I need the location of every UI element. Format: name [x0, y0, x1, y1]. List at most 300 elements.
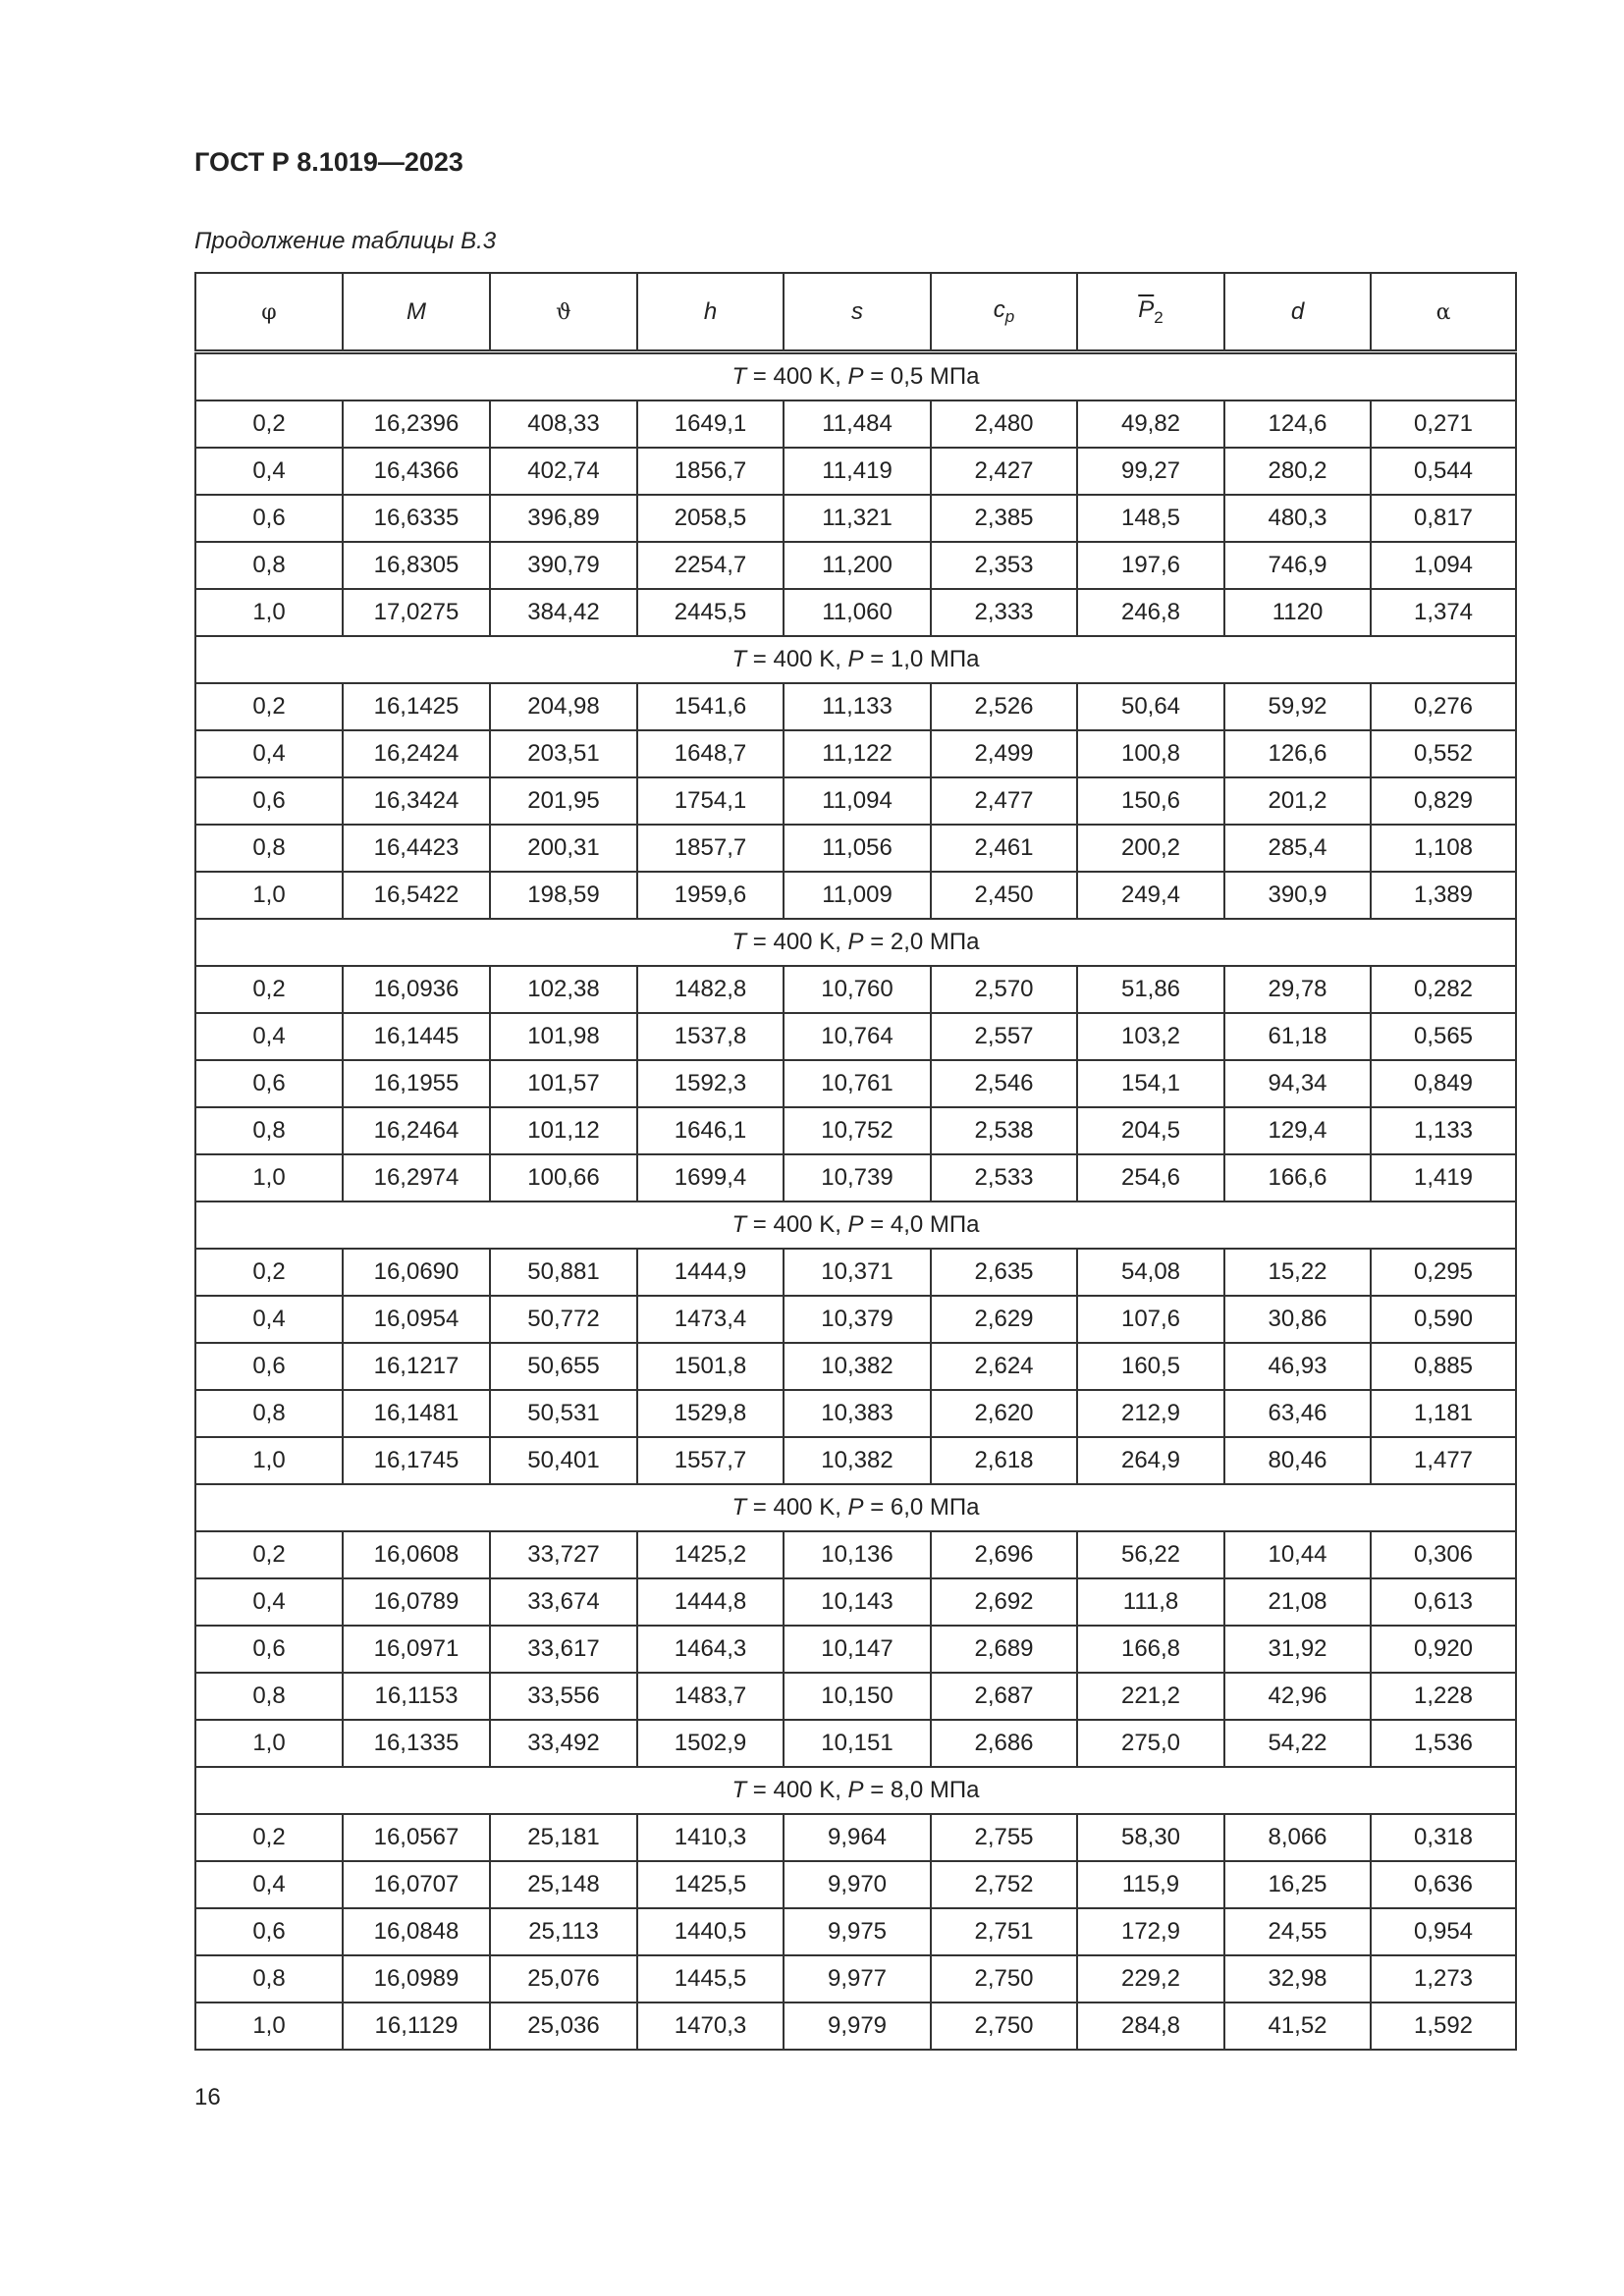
table-cell: 111,8 — [1077, 1578, 1224, 1626]
table-cell: 11,200 — [784, 542, 931, 589]
table-cell: 9,975 — [784, 1908, 931, 1955]
table-cell: 200,2 — [1077, 825, 1224, 872]
table-cell: 1646,1 — [637, 1107, 784, 1154]
table-cell: 11,056 — [784, 825, 931, 872]
table-cell: 9,970 — [784, 1861, 931, 1908]
table-cell: 0,318 — [1371, 1814, 1516, 1861]
table-cell: 148,5 — [1077, 495, 1224, 542]
table-cell: 8,066 — [1224, 1814, 1371, 1861]
table-cell: 1529,8 — [637, 1390, 784, 1437]
table-cell: 1501,8 — [637, 1343, 784, 1390]
table-cell: 0,954 — [1371, 1908, 1516, 1955]
data-table — [194, 272, 1517, 2051]
table-cell: 11,009 — [784, 872, 931, 919]
table-cell: 0,4 — [195, 730, 343, 777]
table-cell: 280,2 — [1224, 448, 1371, 495]
table-cell: 10,764 — [784, 1013, 931, 1060]
table-cell: 1502,9 — [637, 1720, 784, 1767]
table-cell: 1483,7 — [637, 1673, 784, 1720]
table-cell: 204,5 — [1077, 1107, 1224, 1154]
table-cell: 16,0848 — [343, 1908, 490, 1955]
table-row — [195, 777, 1516, 825]
group-header-row — [195, 636, 1516, 683]
table-cell: 10,383 — [784, 1390, 931, 1437]
table-cell: 0,8 — [195, 1955, 343, 2002]
table-cell: 1,108 — [1371, 825, 1516, 872]
table-cell: 1754,1 — [637, 777, 784, 825]
table-cell: 204,98 — [490, 683, 637, 730]
table-cell: 50,881 — [490, 1249, 637, 1296]
table-cell: 41,52 — [1224, 2002, 1371, 2050]
table-cell: 0,2 — [195, 966, 343, 1013]
group-label-t: T — [731, 646, 747, 672]
table-cell: 1470,3 — [637, 2002, 784, 2050]
table-cell: 0,4 — [195, 448, 343, 495]
table-cell: 94,34 — [1224, 1060, 1371, 1107]
group-label-p: P — [847, 1777, 864, 1803]
table-cell: 56,22 — [1077, 1531, 1224, 1578]
table-cell: 0,306 — [1371, 1531, 1516, 1578]
table-cell: 16,2396 — [343, 400, 490, 448]
table-cell: 54,08 — [1077, 1249, 1224, 1296]
table-cell: 50,655 — [490, 1343, 637, 1390]
group-label-eq1: = 400 K, — [746, 646, 848, 672]
table-cell: 2,620 — [931, 1390, 1077, 1437]
header-cp: $c_p$ — [931, 273, 1077, 352]
group-label-t: T — [731, 363, 747, 390]
group-label-eq2: = 2,0 МПа — [863, 929, 980, 955]
table-cell: 480,3 — [1224, 495, 1371, 542]
table-row — [195, 1013, 1516, 1060]
table-cell: 2,450 — [931, 872, 1077, 919]
table-cell: 396,89 — [490, 495, 637, 542]
table-cell: 51,86 — [1077, 966, 1224, 1013]
table-cell: 16,1217 — [343, 1343, 490, 1390]
table-cell: 1,0 — [195, 1154, 343, 1201]
group-label-eq1: = 400 K, — [746, 1494, 848, 1521]
table-cell: 1,477 — [1371, 1437, 1516, 1484]
table-cell: 16,1153 — [343, 1673, 490, 1720]
table-cell: 201,95 — [490, 777, 637, 825]
table-cell: 103,2 — [1077, 1013, 1224, 1060]
table-cell: 1959,6 — [637, 872, 784, 919]
table-cell: 0,849 — [1371, 1060, 1516, 1107]
table-cell: 124,6 — [1224, 400, 1371, 448]
group-label-p: P — [847, 646, 864, 672]
table-row — [195, 966, 1516, 1013]
table-cell: 0,885 — [1371, 1343, 1516, 1390]
table-cell: 33,492 — [490, 1720, 637, 1767]
table-cell: 0,2 — [195, 1249, 343, 1296]
table-cell: 0,4 — [195, 1578, 343, 1626]
table-cell: 16,0954 — [343, 1296, 490, 1343]
table-cell: 11,133 — [784, 683, 931, 730]
table-cell: 1648,7 — [637, 730, 784, 777]
table-cell: 1425,2 — [637, 1531, 784, 1578]
table-cell: 2,557 — [931, 1013, 1077, 1060]
table-cell: 17,0275 — [343, 589, 490, 636]
table-cell: 16,1445 — [343, 1013, 490, 1060]
group-label-t: T — [731, 1494, 747, 1521]
table-cell: 0,8 — [195, 1390, 343, 1437]
table-cell: 390,79 — [490, 542, 637, 589]
table-cell: 203,51 — [490, 730, 637, 777]
table-cell: 126,6 — [1224, 730, 1371, 777]
table-row — [195, 1437, 1516, 1484]
table-cell: 11,094 — [784, 777, 931, 825]
table-cell: 31,92 — [1224, 1626, 1371, 1673]
table-cell: 107,6 — [1077, 1296, 1224, 1343]
table-cell: 16,25 — [1224, 1861, 1371, 1908]
table-row — [195, 1861, 1516, 1908]
table-cell: 1,228 — [1371, 1673, 1516, 1720]
table-cell: 166,8 — [1077, 1626, 1224, 1673]
table-cell: 99,27 — [1077, 448, 1224, 495]
table-cell: 9,977 — [784, 1955, 931, 2002]
table-cell: 1444,8 — [637, 1578, 784, 1626]
header-theta: ϑ — [490, 273, 637, 352]
table-cell: 2058,5 — [637, 495, 784, 542]
table-row — [195, 2002, 1516, 2050]
table-cell: 16,1955 — [343, 1060, 490, 1107]
table-cell: 1,389 — [1371, 872, 1516, 919]
table-row — [195, 1343, 1516, 1390]
group-header-row — [195, 919, 1516, 966]
table-cell: 80,46 — [1224, 1437, 1371, 1484]
table-cell: 2,477 — [931, 777, 1077, 825]
table-row — [195, 400, 1516, 448]
table-cell: 254,6 — [1077, 1154, 1224, 1201]
group-label-t: T — [731, 929, 747, 955]
header-s: s — [784, 273, 931, 352]
group-label-eq2: = 8,0 МПа — [863, 1777, 980, 1803]
table-cell: 50,772 — [490, 1296, 637, 1343]
table-row — [195, 1531, 1516, 1578]
table-cell: 1444,9 — [637, 1249, 784, 1296]
table-cell: 10,761 — [784, 1060, 931, 1107]
table-cell: 50,401 — [490, 1437, 637, 1484]
table-cell: 284,8 — [1077, 2002, 1224, 2050]
table-cell: 16,0971 — [343, 1626, 490, 1673]
table-cell: 0,590 — [1371, 1296, 1516, 1343]
table-cell: 46,93 — [1224, 1343, 1371, 1390]
group-label-eq2: = 4,0 МПа — [863, 1211, 980, 1238]
table-cell: 16,5422 — [343, 872, 490, 919]
table-row — [195, 1626, 1516, 1673]
table-row — [195, 1955, 1516, 2002]
group-label — [195, 1484, 1516, 1531]
table-cell: 25,181 — [490, 1814, 637, 1861]
table-cell: 33,617 — [490, 1626, 637, 1673]
table-cell: 408,33 — [490, 400, 637, 448]
table-cell: 10,136 — [784, 1531, 931, 1578]
table-cell: 2,751 — [931, 1908, 1077, 1955]
table-cell: 2,533 — [931, 1154, 1077, 1201]
group-label-t: T — [731, 1777, 747, 1803]
table-row — [195, 448, 1516, 495]
table-cell: 16,1481 — [343, 1390, 490, 1437]
table-cell: 10,143 — [784, 1578, 931, 1626]
table-cell: 166,6 — [1224, 1154, 1371, 1201]
table-cell: 0,4 — [195, 1013, 343, 1060]
header-phi: φ — [195, 273, 343, 352]
group-label-t: T — [731, 1211, 747, 1238]
table-cell: 0,636 — [1371, 1861, 1516, 1908]
table-cell: 275,0 — [1077, 1720, 1224, 1767]
table-cell: 1,094 — [1371, 542, 1516, 589]
table-cell: 2,689 — [931, 1626, 1077, 1673]
table-cell: 21,08 — [1224, 1578, 1371, 1626]
table-cell: 129,4 — [1224, 1107, 1371, 1154]
table-cell: 2,624 — [931, 1343, 1077, 1390]
table-cell: 25,036 — [490, 2002, 637, 2050]
table-cell: 150,6 — [1077, 777, 1224, 825]
table-cell: 0,282 — [1371, 966, 1516, 1013]
table-cell: 1440,5 — [637, 1908, 784, 1955]
table-cell: 15,22 — [1224, 1249, 1371, 1296]
table-cell: 1541,6 — [637, 683, 784, 730]
table-cell: 1120 — [1224, 589, 1371, 636]
table-cell: 2,696 — [931, 1531, 1077, 1578]
table-cell: 0,8 — [195, 1107, 343, 1154]
table-cell: 25,113 — [490, 1908, 637, 1955]
table-cell: 1,419 — [1371, 1154, 1516, 1201]
table-cell: 2,692 — [931, 1578, 1077, 1626]
table-cell: 16,1335 — [343, 1720, 490, 1767]
table-cell: 0,4 — [195, 1861, 343, 1908]
table-row — [195, 1390, 1516, 1437]
table-cell: 16,2974 — [343, 1154, 490, 1201]
table-cell: 2,480 — [931, 400, 1077, 448]
table-cell: 200,31 — [490, 825, 637, 872]
table-cell: 16,8305 — [343, 542, 490, 589]
table-cell: 54,22 — [1224, 1720, 1371, 1767]
table-cell: 0,544 — [1371, 448, 1516, 495]
table-cell: 0,6 — [195, 1060, 343, 1107]
table-cell: 16,2424 — [343, 730, 490, 777]
table-cell: 2,752 — [931, 1861, 1077, 1908]
table-cell: 0,2 — [195, 400, 343, 448]
table-cell: 285,4 — [1224, 825, 1371, 872]
table-cell: 229,2 — [1077, 1955, 1224, 2002]
table-cell: 16,6335 — [343, 495, 490, 542]
table-cell: 1557,7 — [637, 1437, 784, 1484]
table-cell: 2,353 — [931, 542, 1077, 589]
table-cell: 2,538 — [931, 1107, 1077, 1154]
table-cell: 1445,5 — [637, 1955, 784, 2002]
table-cell: 50,64 — [1077, 683, 1224, 730]
page-number: 16 — [194, 2084, 221, 2110]
table-caption: Продолжение таблицы В.3 — [194, 228, 497, 254]
table-header-row — [195, 273, 1516, 352]
table-cell: 10,382 — [784, 1437, 931, 1484]
table-cell: 2,635 — [931, 1249, 1077, 1296]
table-cell: 16,0936 — [343, 966, 490, 1013]
table-row — [195, 1720, 1516, 1767]
table-cell: 2,526 — [931, 683, 1077, 730]
header-M: M — [343, 273, 490, 352]
table-cell: 33,556 — [490, 1673, 637, 1720]
group-label-eq2: = 6,0 МПа — [863, 1494, 980, 1521]
group-header-row — [195, 1767, 1516, 1814]
table-cell: 0,817 — [1371, 495, 1516, 542]
table-cell: 384,42 — [490, 589, 637, 636]
table-cell: 264,9 — [1077, 1437, 1224, 1484]
group-header-row — [195, 1484, 1516, 1531]
table-cell: 1,133 — [1371, 1107, 1516, 1154]
table-cell: 2,629 — [931, 1296, 1077, 1343]
table-cell: 16,4423 — [343, 825, 490, 872]
table-row — [195, 1249, 1516, 1296]
group-header-row — [195, 352, 1516, 401]
table-cell: 16,2464 — [343, 1107, 490, 1154]
table-cell: 101,98 — [490, 1013, 637, 1060]
table-cell: 49,82 — [1077, 400, 1224, 448]
table-cell: 1410,3 — [637, 1814, 784, 1861]
table-cell: 9,979 — [784, 2002, 931, 2050]
group-header-row — [195, 1201, 1516, 1249]
group-label-eq2: = 0,5 МПа — [863, 363, 980, 390]
table-cell: 2,755 — [931, 1814, 1077, 1861]
header-alpha: α — [1371, 273, 1516, 352]
table-cell: 24,55 — [1224, 1908, 1371, 1955]
table-cell: 10,382 — [784, 1343, 931, 1390]
table-cell: 0,552 — [1371, 730, 1516, 777]
table-cell: 9,964 — [784, 1814, 931, 1861]
table-cell: 10,371 — [784, 1249, 931, 1296]
table-cell: 11,484 — [784, 400, 931, 448]
table-cell: 1857,7 — [637, 825, 784, 872]
table-cell: 59,92 — [1224, 683, 1371, 730]
table-cell: 10,760 — [784, 966, 931, 1013]
table-cell: 172,9 — [1077, 1908, 1224, 1955]
group-label-eq1: = 400 K, — [746, 929, 848, 955]
table-row — [195, 1814, 1516, 1861]
group-label-p: P — [847, 1494, 864, 1521]
table-row — [195, 1673, 1516, 1720]
table-cell: 201,2 — [1224, 777, 1371, 825]
table-row — [195, 1154, 1516, 1201]
table-body — [195, 352, 1516, 2051]
table-row — [195, 589, 1516, 636]
table-cell: 197,6 — [1077, 542, 1224, 589]
table-cell: 30,86 — [1224, 1296, 1371, 1343]
table-cell: 0,8 — [195, 542, 343, 589]
table-cell: 1649,1 — [637, 400, 784, 448]
group-label — [195, 352, 1516, 401]
table-cell: 0,295 — [1371, 1249, 1516, 1296]
table-cell: 0,6 — [195, 1343, 343, 1390]
table-cell: 16,0567 — [343, 1814, 490, 1861]
table-cell: 0,2 — [195, 1814, 343, 1861]
table-cell: 10,752 — [784, 1107, 931, 1154]
table-cell: 1,0 — [195, 872, 343, 919]
table-cell: 61,18 — [1224, 1013, 1371, 1060]
table-cell: 101,57 — [490, 1060, 637, 1107]
table-cell: 746,9 — [1224, 542, 1371, 589]
table-row — [195, 1908, 1516, 1955]
table-cell: 102,38 — [490, 966, 637, 1013]
table-cell: 11,419 — [784, 448, 931, 495]
group-label-p: P — [847, 1211, 864, 1238]
table-row — [195, 825, 1516, 872]
table-cell: 1,0 — [195, 1720, 343, 1767]
table-cell: 2,546 — [931, 1060, 1077, 1107]
document-code: ГОСТ Р 8.1019—2023 — [194, 147, 463, 177]
table-cell: 2,750 — [931, 1955, 1077, 2002]
table-cell: 1,0 — [195, 1437, 343, 1484]
table-row — [195, 872, 1516, 919]
table-row — [195, 495, 1516, 542]
table-row — [195, 1107, 1516, 1154]
table-cell: 221,2 — [1077, 1673, 1224, 1720]
table-cell: 0,8 — [195, 1673, 343, 1720]
table-cell: 0,6 — [195, 1626, 343, 1673]
table-cell: 11,060 — [784, 589, 931, 636]
table-cell: 10,44 — [1224, 1531, 1371, 1578]
table-cell: 0,565 — [1371, 1013, 1516, 1060]
table-cell: 249,4 — [1077, 872, 1224, 919]
group-label-eq1: = 400 K, — [746, 363, 848, 390]
table-cell: 29,78 — [1224, 966, 1371, 1013]
header-d: d — [1224, 273, 1371, 352]
table-cell: 1592,3 — [637, 1060, 784, 1107]
table-cell: 10,150 — [784, 1673, 931, 1720]
table-cell: 63,46 — [1224, 1390, 1371, 1437]
table-cell: 16,4366 — [343, 448, 490, 495]
table-cell: 2,570 — [931, 966, 1077, 1013]
table-cell: 1,181 — [1371, 1390, 1516, 1437]
group-label-eq2: = 1,0 МПа — [863, 646, 980, 672]
table-cell: 16,0707 — [343, 1861, 490, 1908]
table-cell: 1,0 — [195, 2002, 343, 2050]
table-cell: 16,1425 — [343, 683, 490, 730]
table-cell: 1473,4 — [637, 1296, 784, 1343]
table-row — [195, 1060, 1516, 1107]
table-cell: 33,674 — [490, 1578, 637, 1626]
table-cell: 0,6 — [195, 495, 343, 542]
table-cell: 1537,8 — [637, 1013, 784, 1060]
table-cell: 2,333 — [931, 589, 1077, 636]
table-cell: 101,12 — [490, 1107, 637, 1154]
group-label — [195, 1201, 1516, 1249]
table-cell: 0,2 — [195, 683, 343, 730]
table-cell: 1699,4 — [637, 1154, 784, 1201]
table-cell: 0,613 — [1371, 1578, 1516, 1626]
header-h: h — [637, 273, 784, 352]
table-cell: 2,750 — [931, 2002, 1077, 2050]
table-cell: 2,618 — [931, 1437, 1077, 1484]
table-row — [195, 730, 1516, 777]
table-cell: 0,920 — [1371, 1626, 1516, 1673]
table-cell: 33,727 — [490, 1531, 637, 1578]
table-cell: 0,4 — [195, 1296, 343, 1343]
table-cell: 16,1745 — [343, 1437, 490, 1484]
table-cell: 10,147 — [784, 1626, 931, 1673]
table-cell: 1,592 — [1371, 2002, 1516, 2050]
group-label — [195, 919, 1516, 966]
group-label-eq1: = 400 K, — [746, 1777, 848, 1803]
group-label — [195, 636, 1516, 683]
table-cell: 16,0789 — [343, 1578, 490, 1626]
table-cell: 1482,8 — [637, 966, 784, 1013]
table-cell: 1,374 — [1371, 589, 1516, 636]
table-cell: 100,8 — [1077, 730, 1224, 777]
table-cell: 10,151 — [784, 1720, 931, 1767]
table-cell: 0,6 — [195, 1908, 343, 1955]
table-cell: 0,276 — [1371, 683, 1516, 730]
table-cell: 1425,5 — [637, 1861, 784, 1908]
